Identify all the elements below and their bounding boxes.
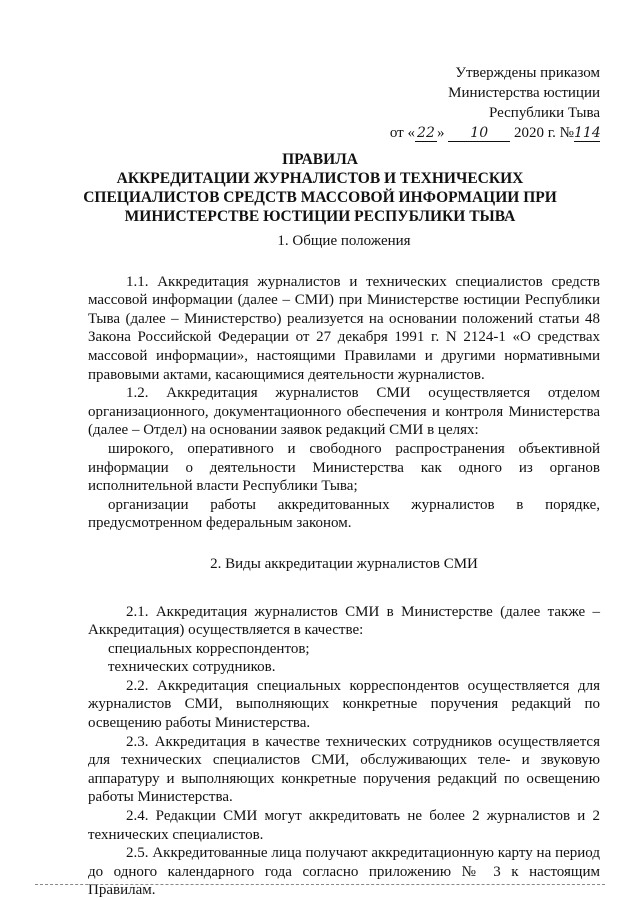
- approval-line-1: Утверждены приказом: [455, 65, 600, 81]
- paragraph-2-2: 2.2. Аккредитация специальных корреспондентов осуществляется для журналистов СМИ, выполняющих конкретные поручения редакций по освещению работы Министерства.: [88, 677, 600, 732]
- paragraph-2-5: 2.5. Аккредитованные лица получают аккредитационную карту на период до одного календарного года согласно приложению № 3 к настоящим Правилам.: [88, 845, 600, 899]
- section-2-heading: 2. Виды аккредитации журналистов СМИ: [210, 555, 478, 572]
- paragraph-1-2-a: широкого, оперативного и свободного распространения объективной информации о деятельности Министерства как одного из органов исполнительной власти Республики Тыва;: [88, 440, 600, 495]
- paragraph-1-2-b: организации работы аккредитованных журналистов в порядке, предусмотренном федеральным законом.: [88, 496, 600, 532]
- page-bottom-divider: [35, 884, 605, 885]
- approval-line-2: Министерства юстиции: [448, 85, 600, 101]
- section-1-heading: 1. Общие положения: [277, 233, 411, 249]
- date-month: 10: [448, 125, 510, 142]
- date-mid: »: [436, 125, 445, 141]
- approval-date-line: [390, 123, 600, 143]
- paragraph-2-3: 2.3. Аккредитация в качестве технических сотрудников осуществляется для технических специалистов СМИ, обслуживающих теле- и звуковую аппаратуру и выполняющих конкретные поручения редакций по освещению работы Министерства.: [88, 733, 600, 806]
- date-day: 22: [415, 125, 437, 142]
- title-line-2: АККРЕДИТАЦИИ ЖУРНАЛИСТОВ И ТЕХНИЧЕСКИХ: [116, 170, 524, 187]
- title-line-3: СПЕЦИАЛИСТОВ СРЕДСТВ МАССОВОЙ ИНФОРМАЦИИ ПРИ: [83, 189, 557, 206]
- paragraph-1-2: 1.2. Аккредитация журналистов СМИ осуществляется отделом организационного, документационного обеспечения и контроля Министерства (далее – Отдел) на основании заявок редакций СМИ в целях:: [88, 385, 600, 439]
- approval-block: [390, 63, 600, 143]
- paragraph-2-1-a: специальных корреспондентов;: [108, 640, 310, 657]
- document-body: [88, 232, 600, 900]
- order-number: 114: [574, 125, 601, 141]
- title-line-1: ПРАВИЛА: [282, 151, 358, 168]
- document-title: [40, 150, 600, 226]
- approval-line-3: Республики Тыва: [488, 105, 600, 121]
- date-year: 2020 г. №: [513, 125, 574, 141]
- paragraph-2-1-b: технических сотрудников.: [108, 659, 276, 676]
- paragraph-2-4: 2.4. Редакции СМИ могут аккредитовать не более 2 журналистов и 2 технических специалистов.: [88, 808, 600, 843]
- title-line-4: МИНИСТЕРСТВЕ ЮСТИЦИИ РЕСПУБЛИКИ ТЫВА: [124, 208, 516, 225]
- paragraph-1-1: 1.1. Аккредитация журналистов и технических специалистов средств массовой информации (далее – СМИ) при Министерстве юстиции Республики Тыва (далее – Министерство) реализуется на основании положений статьи 48 Закона Российской Федерации от 27 декабря 1991 г. N 2124-1 «О средствах массовой информации», настоящими Правилами и другими нормативными правовыми актами, касающимися деятельности журналистов.: [88, 273, 600, 383]
- date-prefix: от «: [389, 125, 415, 141]
- paragraph-2-1: 2.1. Аккредитация журналистов СМИ в Министерстве (далее также – Аккредитация) осуществляется в качестве:: [88, 603, 600, 639]
